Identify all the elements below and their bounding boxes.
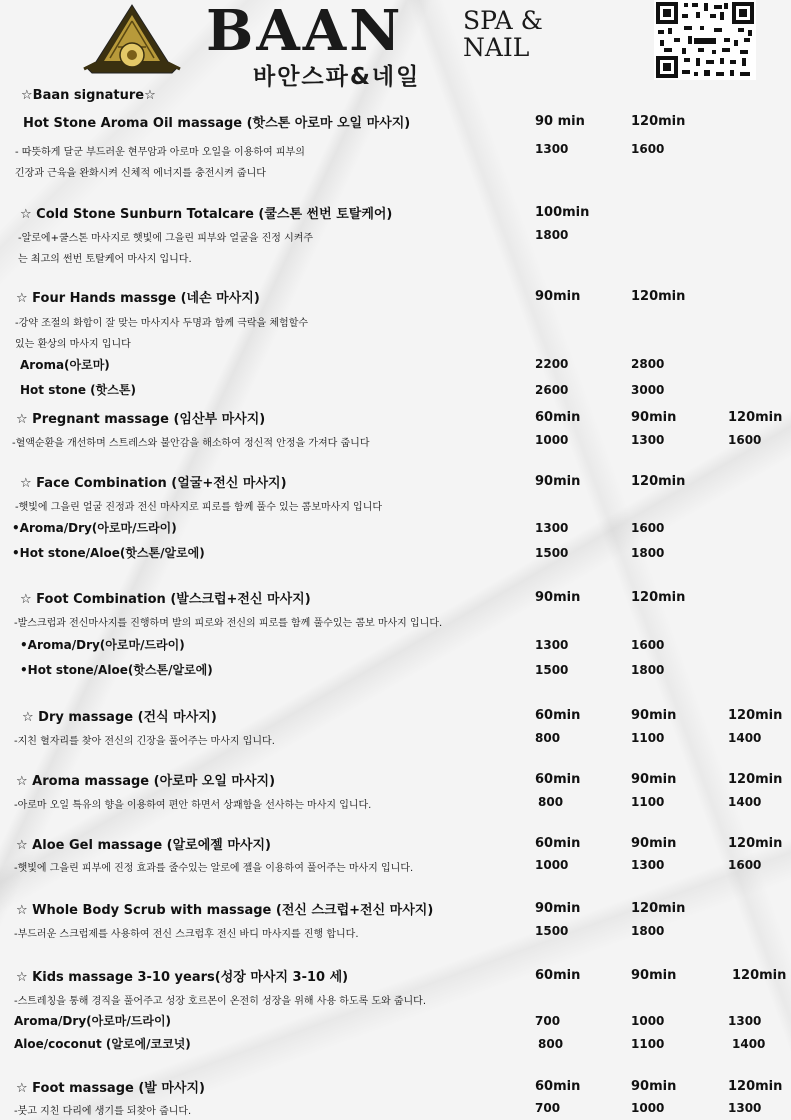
duration-label: 90min	[631, 836, 677, 851]
duration-label: 90min	[631, 708, 677, 723]
price: 1300	[631, 433, 665, 447]
price: 1300	[535, 142, 569, 156]
service-description: -아로마 오일 특유의 향을 이용하여 편안 하면서 상쾌함을 선사하는 마사지 입니다.	[14, 800, 372, 811]
price: 1300	[535, 521, 569, 535]
price: 1300	[728, 1101, 762, 1115]
price: 2200	[535, 357, 569, 371]
duration-label: 120min	[728, 772, 783, 787]
option-label: Hot stone (핫스톤)	[20, 383, 136, 397]
service-description: -강약 조절의 화합이 잘 맞는 마사지사 두명과 함께 극락을 체험할수	[15, 318, 309, 329]
service-description: -붓고 지친 다리에 생기를 되찾아 줍니다.	[14, 1106, 192, 1117]
duration-label: 120min	[631, 114, 686, 129]
duration-label: 90min	[535, 474, 581, 489]
service-title: ☆ Cold Stone Sunburn Totalcare (쿨스톤 썬번 토탈케어)	[20, 207, 393, 222]
duration-label: 90min	[631, 1079, 677, 1094]
price: 1300	[728, 1014, 762, 1028]
duration-label: 90min	[535, 289, 581, 304]
duration-label: 90 min	[535, 114, 585, 129]
service-description: 긴장과 근육을 완화시켜 신체적 에너지를 충전시켜 줍니다	[15, 168, 266, 179]
brand-nail: NAIL	[463, 33, 530, 62]
qr-code-icon	[654, 0, 756, 80]
duration-label: 60min	[535, 772, 581, 787]
option-label: Aroma/Dry(아로마/드라이)	[14, 1014, 172, 1028]
duration-label: 120min	[631, 289, 686, 304]
brand-name: BAAN	[206, 0, 404, 64]
service-title: ☆ Kids massage 3-10 years(성장 마사지 3-10 세)	[16, 970, 349, 985]
price: 1400	[728, 731, 762, 745]
price: 1600	[728, 433, 762, 447]
price: 2600	[535, 383, 569, 397]
price: 3000	[631, 383, 665, 397]
service-title: ☆ Pregnant massage (임산부 마사지)	[16, 412, 266, 427]
service-title: ☆ Whole Body Scrub with massage (전신 스크럽+전신 마사지)	[16, 903, 434, 918]
price: 1000	[535, 858, 569, 872]
price: 1800	[631, 663, 665, 677]
service-description: -발스크럽과 전신마사지를 진행하며 발의 피로와 전신의 피로를 함께 풀수있는 콤보 마사지 입니다.	[14, 618, 443, 629]
duration-label: 90min	[631, 772, 677, 787]
service-description: 있는 환상의 마사지 입니다	[15, 339, 131, 350]
temple-logo-icon	[82, 3, 182, 85]
duration-label: 90min	[631, 410, 677, 425]
option-label: Aroma(아로마)	[20, 358, 110, 372]
price: 700	[535, 1014, 561, 1028]
price: 1600	[631, 638, 665, 652]
duration-label: 100min	[535, 205, 590, 220]
option-label: •Aroma/Dry(아로마/드라이)	[12, 521, 177, 535]
price: 800	[535, 731, 561, 745]
option-label: •Aroma/Dry(아로마/드라이)	[20, 638, 185, 652]
price: 1300	[631, 858, 665, 872]
service-title: ☆ Foot Combination (발스크럽+전신 마사지)	[20, 592, 311, 607]
signature-heading: ☆Baan signature☆	[21, 88, 156, 103]
price: 800	[538, 1037, 564, 1051]
price: 1100	[631, 795, 665, 809]
service-description: -지친 혈자리를 찾아 전신의 긴장을 풀어주는 마사지 입니다.	[14, 736, 275, 747]
logo	[82, 3, 182, 85]
price: 1000	[631, 1014, 665, 1028]
brand-korean: 바안스파&네일	[253, 64, 421, 90]
price: 700	[535, 1101, 561, 1115]
price: 1000	[535, 433, 569, 447]
service-title: ☆ Four Hands massge (네손 마사지)	[16, 291, 260, 306]
service-title: ☆ Aroma massage (아로마 오일 마사지)	[16, 774, 276, 789]
price: 2800	[631, 357, 665, 371]
service-title: ☆ Aloe Gel massage (알로에젤 마사지)	[16, 838, 271, 853]
price: 1800	[631, 546, 665, 560]
duration-label: 90min	[631, 968, 677, 983]
duration-label: 120min	[728, 1079, 783, 1094]
duration-label: 60min	[535, 708, 581, 723]
price: 1800	[535, 228, 569, 242]
price: 1600	[631, 521, 665, 535]
price: 1400	[728, 795, 762, 809]
duration-label: 120min	[728, 708, 783, 723]
duration-label: 120min	[631, 474, 686, 489]
price: 1500	[535, 663, 569, 677]
duration-label: 90min	[535, 590, 581, 605]
option-label: •Hot stone/Aloe(핫스톤/알로에)	[12, 546, 205, 560]
price: 1600	[631, 142, 665, 156]
service-description: -햇빛에 그을린 피부에 진정 효과를 줄수있는 알로에 젤을 이용하여 풀어주는 마사지 입니다.	[14, 863, 414, 874]
price: 1300	[535, 638, 569, 652]
service-description: - 따뜻하게 달군 부드러운 현무암과 아로마 오일을 이용하여 피부의	[15, 147, 305, 158]
price: 1400	[732, 1037, 766, 1051]
service-description: -혈액순환을 개선하며 스트레스와 불안감을 해소하여 정신적 안정을 가져다 줍니다	[12, 438, 370, 449]
option-label: •Hot stone/Aloe(핫스톤/알로에)	[20, 663, 213, 677]
service-title: ☆ Face Combination (얼굴+전신 마사지)	[20, 476, 287, 491]
service-description: -알로에+쿨스톤 마사지로 햇빛에 그을린 피부와 얼굴을 진정 시켜주	[18, 233, 314, 244]
duration-label: 60min	[535, 836, 581, 851]
duration-label: 90min	[535, 901, 581, 916]
price: 1800	[631, 924, 665, 938]
service-title: Hot Stone Aroma Oil massage (핫스톤 아로마 오일 마사지)	[23, 116, 411, 131]
duration-label: 120min	[728, 836, 783, 851]
duration-label: 60min	[535, 968, 581, 983]
price: 1500	[535, 546, 569, 560]
price: 1100	[631, 731, 665, 745]
duration-label: 120min	[631, 901, 686, 916]
option-label: Aloe/coconut (알로에/코코넛)	[14, 1037, 191, 1051]
service-title: ☆ Dry massage (건식 마사지)	[22, 710, 217, 725]
duration-label: 120min	[732, 968, 787, 983]
service-description: -햇빛에 그을린 얼굴 진정과 전신 마사지로 피로를 함께 풀수 있는 콤보마사지 입니다	[15, 502, 383, 513]
service-description: -부드러운 스크럽제를 사용하여 전신 스크럽후 전신 바디 마사지를 진행 합니다.	[14, 929, 359, 940]
price: 1100	[631, 1037, 665, 1051]
service-description: 는 최고의 썬번 토탈케어 마사지 입니다.	[18, 254, 192, 265]
service-title: ☆ Foot massage (발 마사지)	[16, 1081, 205, 1096]
duration-label: 60min	[535, 410, 581, 425]
service-description: -스트레칭을 통해 경직을 풀어주고 성장 호르몬이 온전히 성장을 위해 사용 하도록 도와 줍니다.	[14, 996, 427, 1007]
duration-label: 120min	[631, 590, 686, 605]
duration-label: 60min	[535, 1079, 581, 1094]
price: 1600	[728, 858, 762, 872]
price: 800	[538, 795, 564, 809]
price: 1000	[631, 1101, 665, 1115]
duration-label: 120min	[728, 410, 783, 425]
price: 1500	[535, 924, 569, 938]
brand-spa: SPA &	[463, 6, 543, 35]
